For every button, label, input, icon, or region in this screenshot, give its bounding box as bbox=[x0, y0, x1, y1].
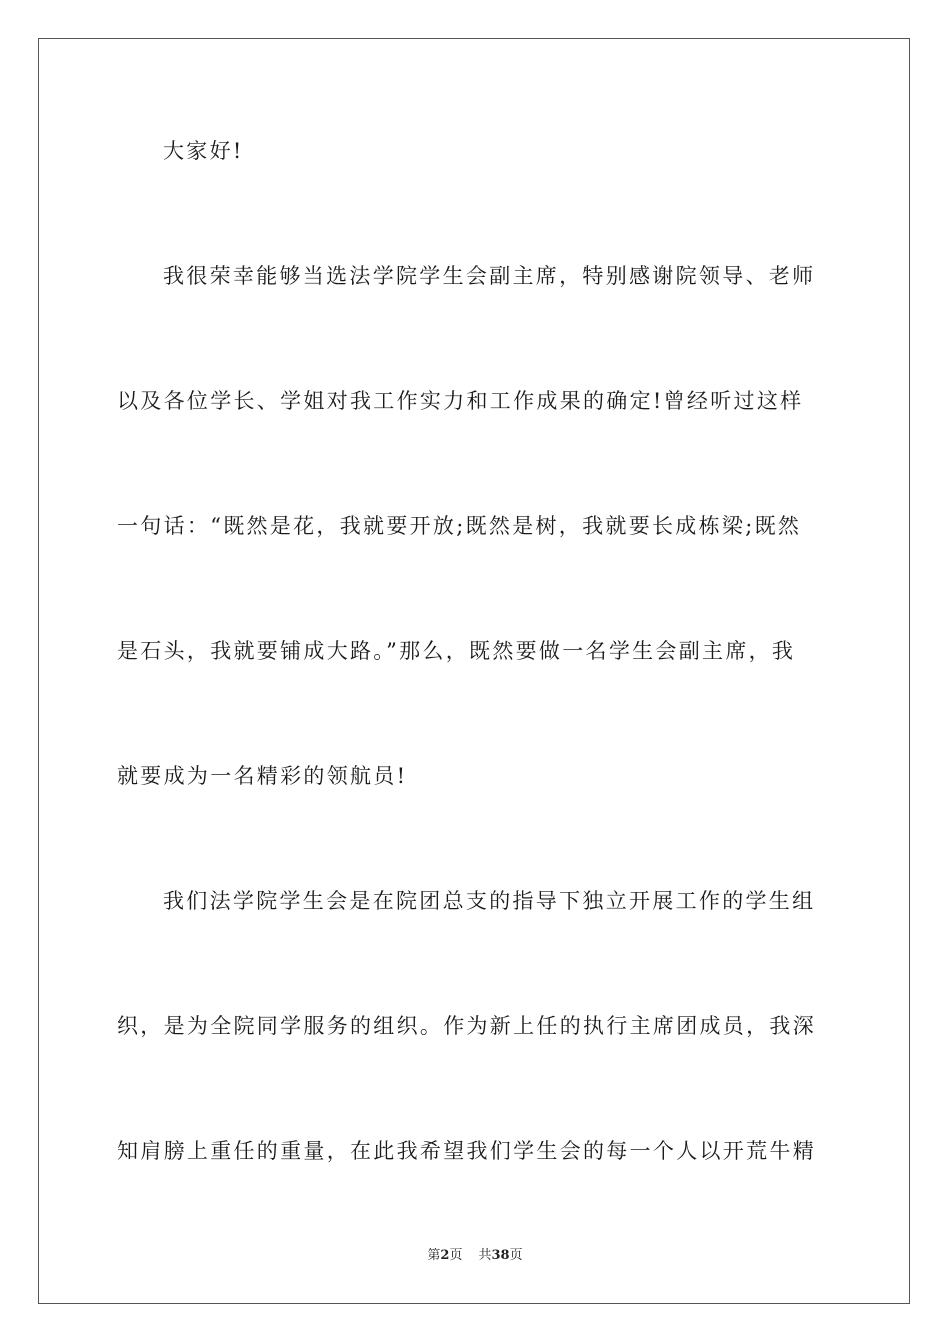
paragraph-1-line-3: 一句话：“既然是花，我就要开放;既然是树，我就要长成栋梁;既然 bbox=[117, 514, 802, 538]
paragraph-1-line-5: 就要成为一名精彩的领航员! bbox=[117, 764, 408, 788]
paragraph-1-line-1: 我很荣幸能够当选法学院学生会副主席，特别感谢院领导、老师 bbox=[163, 264, 816, 288]
paragraph-1-line-4: 是石头，我就要铺成大路。”那么，既然要做一名学生会副主席，我 bbox=[117, 639, 796, 663]
page-prefix: 第 bbox=[427, 1248, 441, 1263]
page-suffix: 页 bbox=[449, 1248, 463, 1263]
page-number: 2 bbox=[440, 1248, 450, 1263]
paragraph-2-line-2: 织，是为全院同学服务的组织。作为新上任的执行主席团成员，我深 bbox=[117, 1014, 816, 1038]
total-prefix: 共 bbox=[478, 1248, 492, 1263]
page-frame bbox=[38, 38, 910, 1304]
total-pages: 38 bbox=[491, 1248, 510, 1263]
greeting-line: 大家好! bbox=[163, 139, 244, 163]
total-suffix: 页 bbox=[509, 1248, 523, 1263]
paragraph-2-line-1: 我们法学院学生会是在院团总支的指导下独立开展工作的学生组 bbox=[163, 889, 816, 913]
paragraph-2-line-3: 知肩膀上重任的重量，在此我希望我们学生会的每一个人以开荒牛精 bbox=[117, 1139, 816, 1163]
page-footer bbox=[0, 1247, 950, 1265]
paragraph-1-line-2: 以及各位学长、学姐对我工作实力和工作成果的确定!曾经听过这样 bbox=[117, 389, 804, 413]
